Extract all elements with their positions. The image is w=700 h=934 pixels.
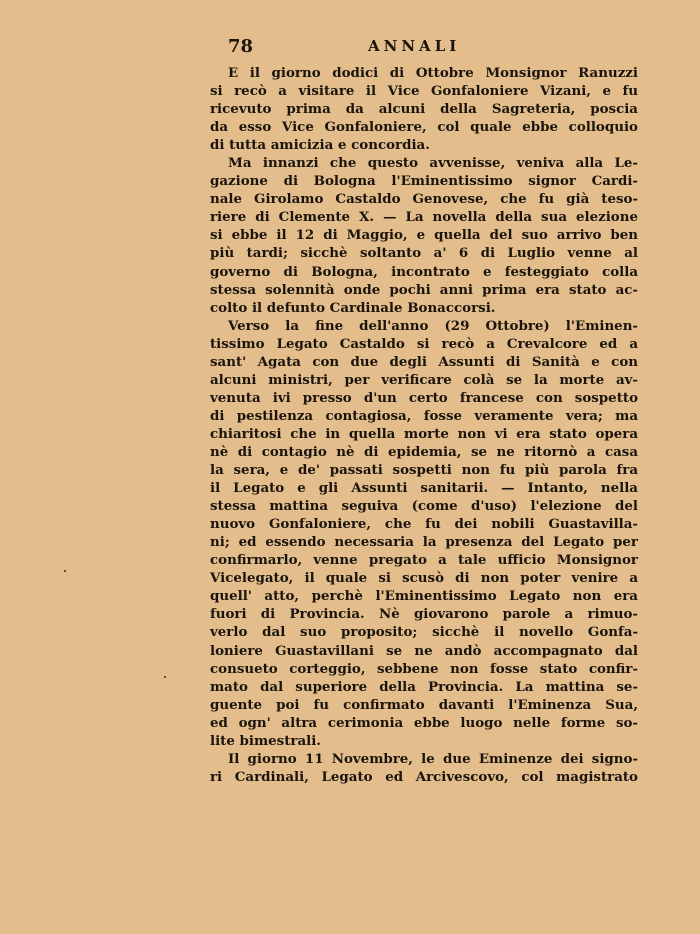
book-page: [210, 36, 638, 786]
text-line: ed ogn' altra cerimonia ebbe luogo nelle forme so-: [210, 714, 638, 731]
text-line: nuovo Gonfaloniere, che fu dei nobili Guastavilla-: [210, 516, 638, 533]
print-speck: [164, 676, 166, 678]
text-line: fuori di Provincia. Nè giovarono parole a rimuo-: [210, 606, 638, 623]
text-line: colto il defunto Cardinale Bonaccorsi.: [210, 299, 496, 316]
text-line: gazione di Bologna l'Eminentissimo signor Cardi-: [210, 173, 638, 190]
text-line: si ebbe il 12 di Maggio, e quella del suo arrivo ben: [210, 227, 638, 244]
text-line: più tardi; sicchè soltanto a' 6 di Luglio venne al: [210, 245, 638, 262]
text-line: guente poi fu confirmato davanti l'Eminenza Sua,: [210, 696, 638, 713]
text-line: Il giorno 11 Novembre, le due Eminenze dei signo-: [228, 750, 638, 767]
text-line: Verso la fine dell'anno (29 Ottobre) l'Eminen-: [228, 317, 638, 334]
text-line: ri Cardinali, Legato ed Arcivescovo, col magistrato: [210, 768, 638, 785]
text-line: nale Girolamo Castaldo Genovese, che fu già teso-: [210, 191, 638, 208]
page-number: 78: [228, 36, 254, 57]
text-line: venuta ivi presso d'un certo francese con sospetto: [210, 389, 638, 406]
text-line: alcuni ministri, per verificare colà se la morte av-: [210, 371, 638, 388]
text-line: Vicelegato, il quale si scusò di non poter venire a: [210, 570, 638, 587]
text-line: di pestilenza contagiosa, fosse veramente vera; ma: [210, 407, 638, 424]
text-line: di tutta amicizia e concordia.: [210, 137, 430, 154]
text-line: verlo dal suo proposito; sicchè il novello Gonfa-: [210, 624, 638, 641]
text-line: si recò a visitare il Vice Gonfaloniere Vizani, e fu: [210, 83, 638, 100]
print-speck: [64, 570, 66, 572]
text-line: loniere Guastavillani se ne andò accompagnato dal: [210, 642, 638, 659]
text-line: stessa mattina seguiva (come d'uso) l'elezione del: [210, 498, 638, 515]
running-title: ANNALI: [368, 37, 461, 55]
text-line: ni; ed essendo necessaria la presenza del Legato per: [210, 534, 638, 551]
text-line: tissimo Legato Castaldo si recò a Crevalcore ed a: [210, 335, 638, 352]
text-line: consueto corteggio, sebbene non fosse stato confir-: [210, 660, 638, 677]
text-line: quell' atto, perchè l'Eminentissimo Legato non era: [210, 588, 638, 605]
text-line: riere di Clemente X. — La novella della sua elezione: [210, 209, 638, 226]
text-line: mato dal superiore della Provincia. La mattina se-: [210, 678, 638, 695]
body-text: [210, 64, 638, 786]
text-line: Ma innanzi che questo avvenisse, veniva alla Le-: [228, 155, 638, 172]
text-line: stessa solennità onde pochi anni prima era stato ac-: [210, 281, 638, 298]
text-line: confirmarlo, venne pregato a tale ufficio Monsignor: [210, 552, 638, 569]
text-line: E il giorno dodici di Ottobre Monsignor Ranuzzi: [228, 65, 638, 81]
text-line: chiaritosi che in quella morte non vi era stato opera: [210, 425, 638, 442]
text-line: nè di contagio nè di epidemia, se ne ritornò a casa: [210, 443, 638, 460]
text-line: ricevuto prima da alcuni della Sagreteria, poscia: [210, 101, 638, 118]
text-line: la sera, e de' passati sospetti non fu più parola fra: [210, 462, 638, 479]
text-line: da esso Vice Gonfaloniere, col quale ebbe colloquio: [210, 119, 638, 136]
text-line: il Legato e gli Assunti sanitarii. — Intanto, nella: [210, 480, 638, 497]
text-line: governo di Bologna, incontrato e festeggiato colla: [210, 263, 638, 280]
text-line: sant' Agata con due degli Assunti di Sanità e con: [210, 353, 638, 370]
text-line: lite bimestrali.: [210, 732, 321, 749]
page-header: [210, 36, 638, 64]
